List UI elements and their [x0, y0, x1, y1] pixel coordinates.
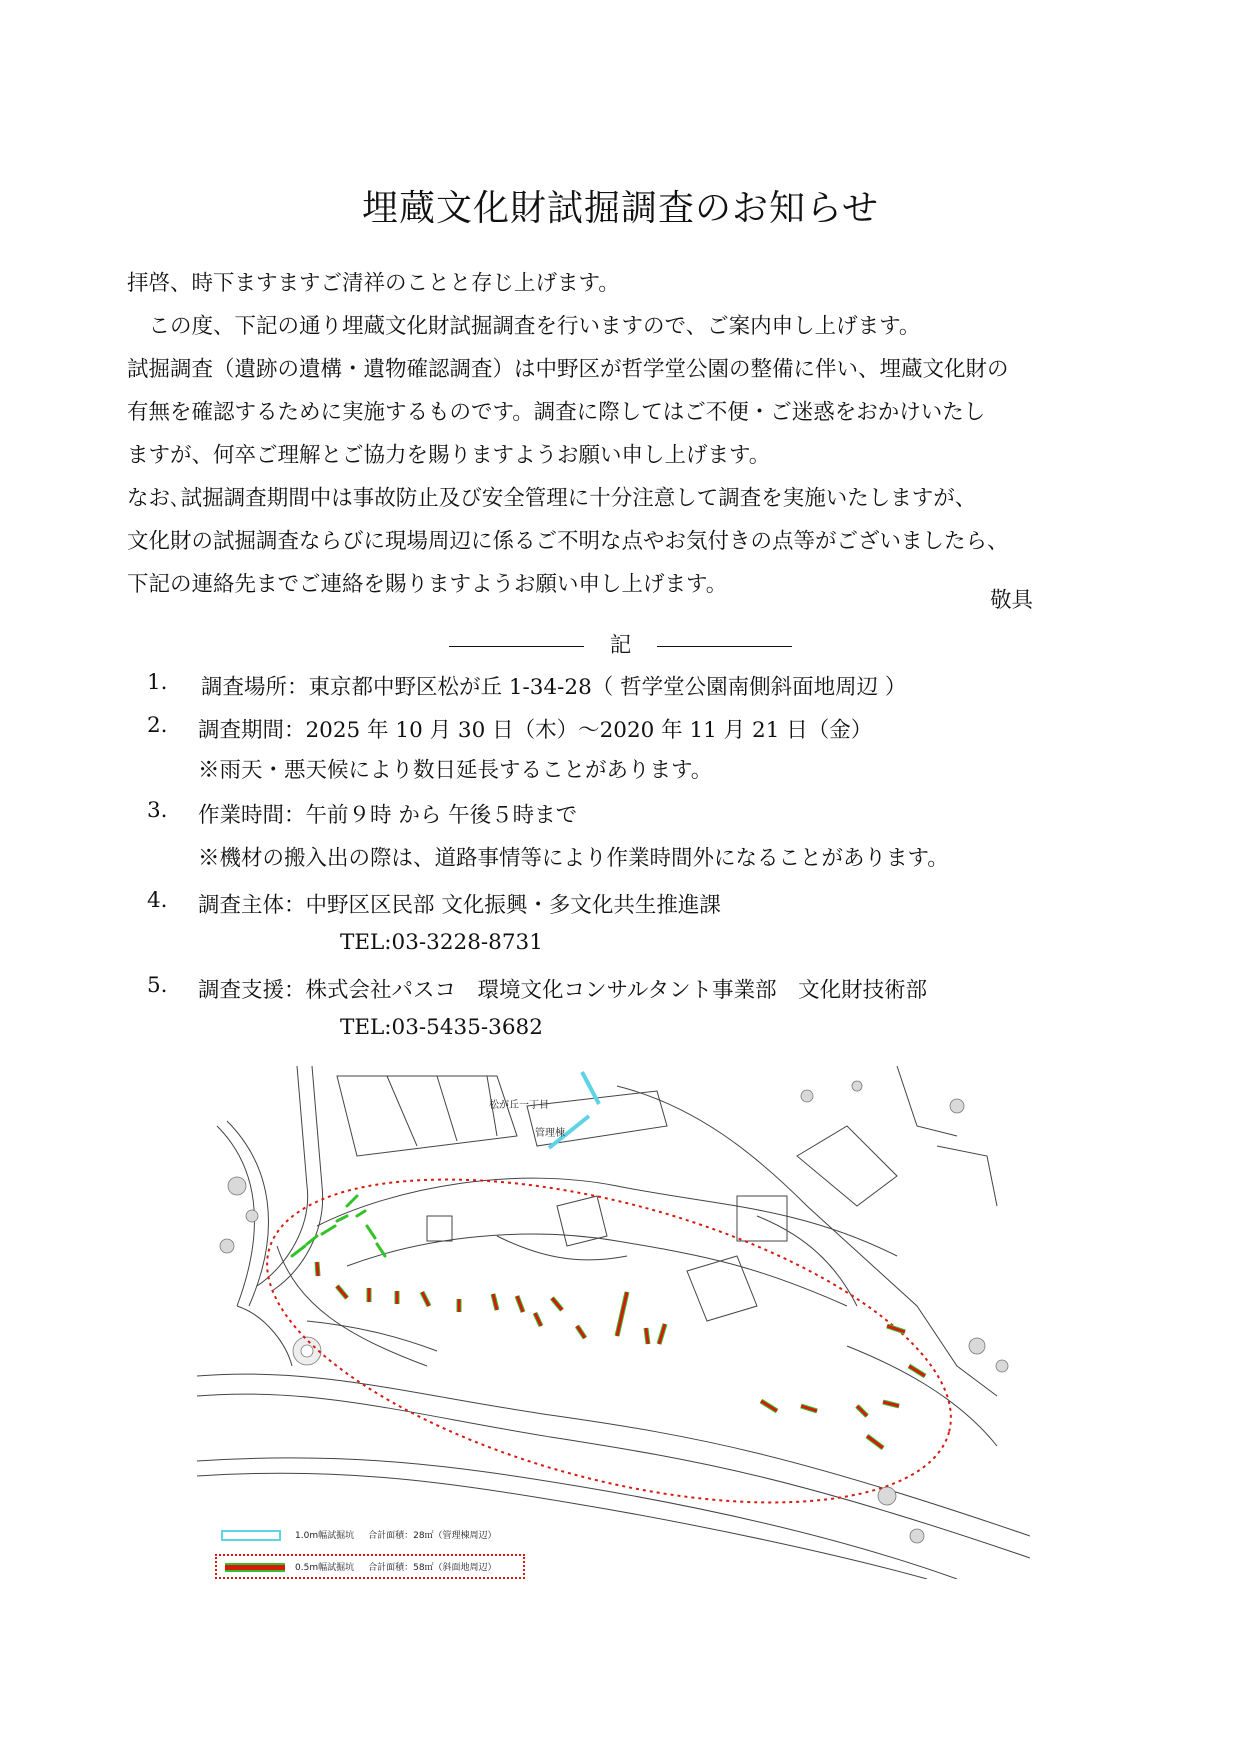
- body-line-5: ますが、何卒ご理解とご協力を賜りますようお願い申し上げます。: [127, 443, 771, 468]
- legend-label-1: 1.0m幅試掘坑: [295, 1531, 355, 1541]
- body-line-7: 文化財の試掘調査ならびに現場周辺に係るご不明な点やお気付きの点等がございましたら、: [127, 529, 1009, 554]
- map-area-label: 松が丘一丁目: [489, 1100, 549, 1111]
- item-5-number: 5.: [147, 973, 168, 998]
- legend-area-1: 合計面積：28㎡（管理棟周辺）: [368, 1531, 497, 1541]
- body-line-4: 有無を確認するために実施するものです。調査に際してはご不便・ご迷惑をおかけいたし: [127, 400, 986, 425]
- item-1-number: 1.: [147, 670, 168, 695]
- legend-area-2: 合計面積：58㎡（斜面地周辺）: [368, 1563, 497, 1573]
- item-3-note: ※機材の搬入出の際は、道路事情等により作業時間外になることがあります。: [198, 846, 949, 871]
- item-3-number: 3.: [147, 798, 168, 823]
- ki-rule-left: [449, 646, 584, 647]
- map-legend: [215, 1526, 555, 1576]
- legend-swatch-1: [221, 1530, 281, 1541]
- ki-label: 記: [609, 633, 632, 658]
- body-line-3: 試掘調査（遺跡の遺構・遺物確認調査）は中野区が哲学堂公園の整備に伴い、埋蔵文化財の: [127, 357, 1009, 382]
- item-2-note: ※雨天・悪天候により数日延長することがあります。: [198, 758, 713, 783]
- item-5-text: 調査支援：株式会社パスコ 環境文化コンサルタント事業部 文化財技術部: [198, 978, 928, 1003]
- item-4-number: 4.: [147, 888, 168, 913]
- legend-row-1: [221, 1528, 497, 1541]
- legend-label-2: 0.5m幅試掘坑: [295, 1563, 355, 1573]
- item-2-number: 2.: [147, 713, 168, 738]
- item-3-text: 作業時間：午前９時 から 午後５時まで: [198, 803, 578, 828]
- item-5-tel: TEL:03-5435-3682: [340, 1015, 543, 1040]
- body-line-1: 拝啓、時下ますますご清祥のことと存じ上げます。: [127, 271, 620, 296]
- map-building-label: 管理棟: [535, 1128, 565, 1139]
- body-line-6: なお､試掘調査期間中は事故防止及び安全管理に十分注意して調査を実施いたしますが、: [127, 486, 977, 511]
- ki-heading: [0, 628, 1241, 659]
- closing-keigu: 敬具: [990, 588, 1034, 613]
- item-1-text: 調査場所：東京都中野区松が丘 1-34-28（ 哲学堂公園南側斜面地周辺 ）: [201, 675, 907, 700]
- page-title: 埋蔵文化財試掘調査のお知らせ: [362, 188, 879, 229]
- body-line-2: この度、下記の通り埋蔵文化財試掘調査を行いますので、ご案内申し上げます。: [127, 314, 921, 339]
- ki-rule-right: [657, 646, 792, 647]
- site-map: [197, 1066, 1030, 1579]
- item-4-tel: TEL:03-3228-8731: [340, 930, 543, 955]
- legend-row-2: [215, 1554, 525, 1579]
- legend-swatch-2: [225, 1563, 285, 1572]
- item-4-text: 調査主体：中野区区民部 文化振興・多文化共生推進課: [198, 893, 721, 918]
- item-2-text: 調査期間：2025 年 10 月 30 日（木）～2020 年 11 月 21 日（金）: [198, 718, 873, 743]
- body-line-8: 下記の連絡先までご連絡を賜りますようお願い申し上げます。: [127, 572, 728, 597]
- site-map-drawing: [197, 1066, 1030, 1579]
